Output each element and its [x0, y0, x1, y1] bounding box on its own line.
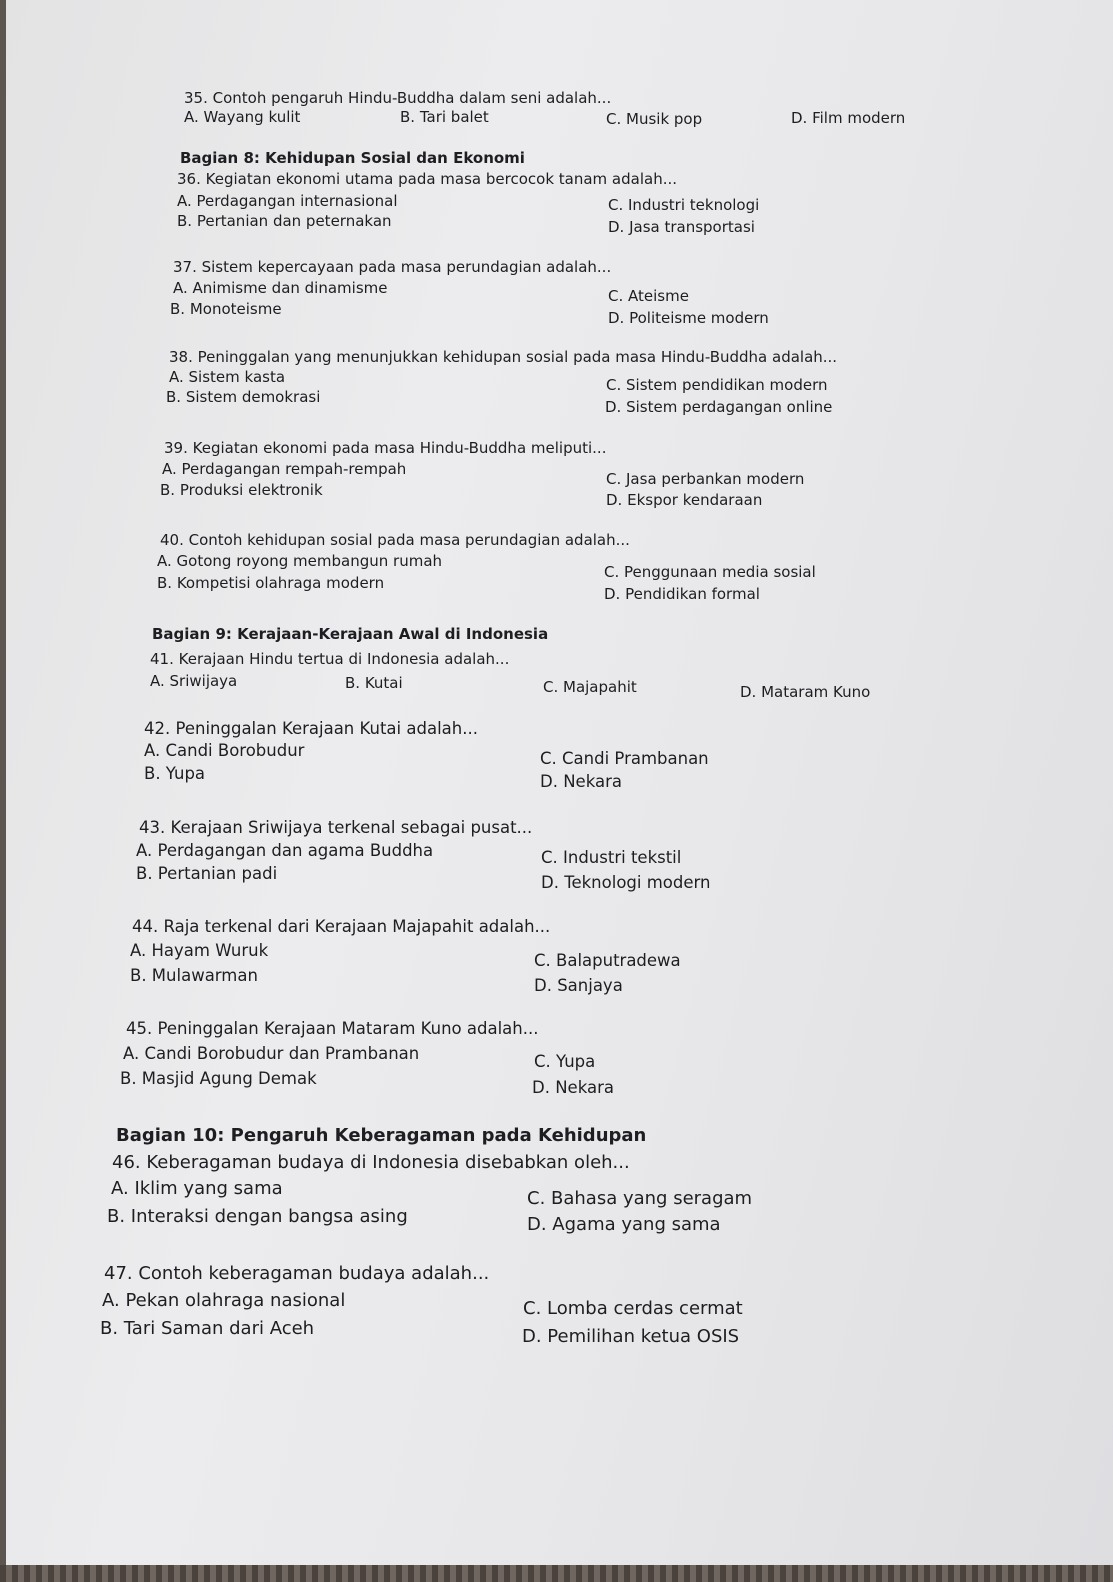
q43-option-a: A. Perdagangan dan agama Buddha: [136, 841, 434, 860]
q47-option-b: B. Tari Saman dari Aceh: [100, 1318, 315, 1339]
q38-option-b: B. Sistem demokrasi: [166, 388, 321, 406]
question-39: 39. Kegiatan ekonomi pada masa Hindu-Buddha meliputi...: [164, 439, 607, 457]
q39-option-a: A. Perdagangan rempah-rempah: [162, 460, 407, 478]
q39-option-c: C. Jasa perbankan modern: [606, 470, 805, 488]
q43-option-c: C. Industri tekstil: [541, 848, 682, 867]
question-47: 47. Contoh keberagaman budaya adalah...: [104, 1263, 490, 1284]
q37-option-d: D. Politeisme modern: [608, 309, 769, 327]
question-38: 38. Peninggalan yang menunjukkan kehidupan sosial pada masa Hindu-Buddha adalah...: [169, 348, 838, 366]
q35-option-b: B. Tari balet: [400, 108, 489, 126]
q47-option-a: A. Pekan olahraga nasional: [102, 1290, 346, 1311]
q40-option-d: D. Pendidikan formal: [604, 585, 760, 603]
q39-option-b: B. Produksi elektronik: [160, 481, 323, 499]
q41-option-c: C. Majapahit: [543, 678, 637, 696]
q35-option-c: C. Musik pop: [606, 110, 703, 128]
question-44: 44. Raja terkenal dari Kerajaan Majapahit adalah...: [132, 917, 551, 936]
question-43: 43. Kerajaan Sriwijaya terkenal sebagai pusat...: [139, 818, 533, 837]
q43-option-d: D. Teknologi modern: [541, 873, 711, 892]
q46-option-c: C. Bahasa yang seragam: [527, 1188, 753, 1209]
q38-option-a: A. Sistem kasta: [169, 368, 286, 386]
section-heading-9: Bagian 9: Kerajaan-Kerajaan Awal di Indonesia: [152, 625, 549, 643]
question-41: 41. Kerajaan Hindu tertua di Indonesia adalah...: [150, 650, 510, 668]
q45-option-b: B. Masjid Agung Demak: [120, 1069, 317, 1088]
q47-option-d: D. Pemilihan ketua OSIS: [522, 1326, 740, 1347]
q41-option-b: B. Kutai: [345, 674, 403, 692]
q42-option-d: D. Nekara: [540, 772, 622, 791]
q44-option-d: D. Sanjaya: [534, 976, 623, 995]
q41-option-a: A. Sriwijaya: [150, 672, 238, 690]
q41-option-d: D. Mataram Kuno: [740, 683, 871, 701]
q36-option-b: B. Pertanian dan peternakan: [177, 212, 392, 230]
q36-option-a: A. Perdagangan internasional: [177, 192, 398, 210]
q40-option-c: C. Penggunaan media sosial: [604, 563, 816, 581]
q39-option-d: D. Ekspor kendaraan: [606, 491, 763, 509]
q47-option-c: C. Lomba cerdas cermat: [523, 1298, 743, 1319]
q38-option-c: C. Sistem pendidikan modern: [606, 376, 828, 394]
table-surface: [0, 1565, 1113, 1582]
q43-option-b: B. Pertanian padi: [136, 864, 278, 883]
question-46: 46. Keberagaman budaya di Indonesia disebabkan oleh...: [112, 1152, 630, 1173]
q35-option-d: D. Film modern: [791, 109, 906, 127]
q35-option-a: A. Wayang kulit: [184, 108, 301, 126]
question-37: 37. Sistem kepercayaan pada masa perundagian adalah...: [173, 258, 612, 276]
q44-option-a: A. Hayam Wuruk: [130, 941, 269, 960]
q36-option-d: D. Jasa transportasi: [608, 218, 755, 236]
q42-option-a: A. Candi Borobudur: [144, 741, 305, 760]
q38-option-d: D. Sistem perdagangan online: [605, 398, 833, 416]
q45-option-d: D. Nekara: [532, 1078, 614, 1097]
question-40: 40. Contoh kehidupan sosial pada masa perundagian adalah...: [160, 531, 630, 549]
section-heading-10: Bagian 10: Pengaruh Keberagaman pada Kehidupan: [116, 1125, 647, 1146]
q46-option-d: D. Agama yang sama: [527, 1214, 721, 1235]
q46-option-a: A. Iklim yang sama: [111, 1178, 283, 1199]
question-35: 35. Contoh pengaruh Hindu-Buddha dalam seni adalah...: [184, 89, 612, 107]
q42-option-b: B. Yupa: [144, 764, 206, 783]
q45-option-c: C. Yupa: [534, 1052, 596, 1071]
q45-option-a: A. Candi Borobudur dan Prambanan: [123, 1044, 420, 1063]
question-45: 45. Peninggalan Kerajaan Mataram Kuno adalah...: [126, 1019, 539, 1038]
q44-option-b: B. Mulawarman: [130, 966, 258, 985]
question-36: 36. Kegiatan ekonomi utama pada masa bercocok tanam adalah...: [177, 170, 678, 188]
q42-option-c: C. Candi Prambanan: [540, 749, 709, 768]
q40-option-b: B. Kompetisi olahraga modern: [157, 574, 385, 592]
q46-option-b: B. Interaksi dengan bangsa asing: [107, 1206, 408, 1227]
q37-option-b: B. Monoteisme: [170, 300, 282, 318]
question-42: 42. Peninggalan Kerajaan Kutai adalah...: [144, 719, 478, 738]
section-heading-8: Bagian 8: Kehidupan Sosial dan Ekonomi: [180, 149, 525, 167]
q37-option-a: A. Animisme dan dinamisme: [173, 279, 388, 297]
q40-option-a: A. Gotong royong membangun rumah: [157, 552, 443, 570]
q37-option-c: C. Ateisme: [608, 287, 689, 305]
q44-option-c: C. Balaputradewa: [534, 951, 681, 970]
q36-option-c: C. Industri teknologi: [608, 196, 760, 214]
